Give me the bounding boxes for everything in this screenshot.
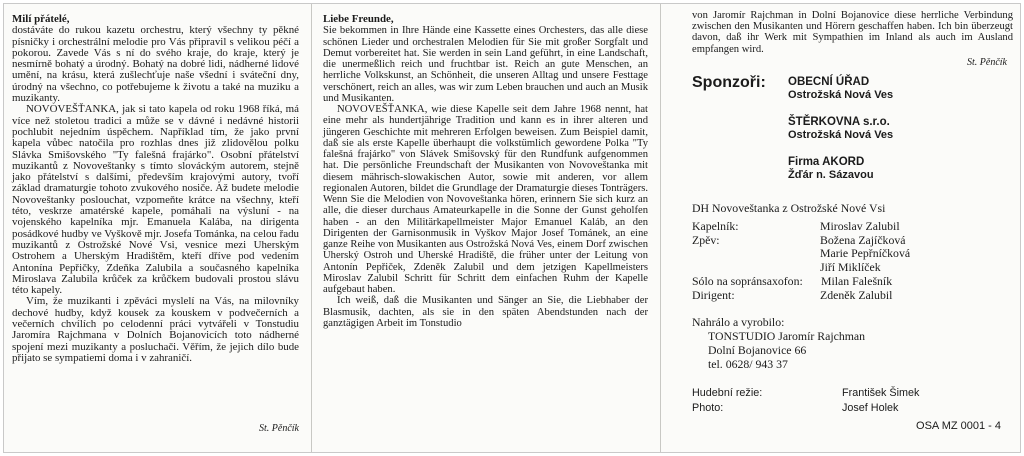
- sponsor-place: Ostrožská Nová Ves: [788, 128, 894, 141]
- credit-row: [692, 220, 1013, 234]
- credit-row: [692, 234, 1013, 248]
- photo-label: Photo:: [692, 401, 724, 414]
- sponsor-item: [788, 116, 893, 142]
- fold-line: [311, 4, 312, 452]
- credit-label: Dirigent:: [692, 288, 735, 303]
- german-heading: Liebe Freunde,: [323, 13, 394, 25]
- recording-info: [692, 316, 1013, 372]
- cassette-insert: [3, 3, 1021, 453]
- music-director: František Šimek: [842, 386, 920, 399]
- studio-address: Dolní Bojanovice 66: [708, 342, 807, 357]
- credit-label: Zpěv:: [692, 232, 720, 247]
- sponsor-place: Ostrožská Nová Ves: [788, 88, 894, 101]
- panel-german: [315, 4, 656, 453]
- credit-value: Marie Pepřníčková: [820, 246, 911, 261]
- czech-heading: Milí přátelé,: [12, 13, 70, 25]
- panel-czech: [4, 4, 307, 453]
- czech-paragraph: dostáváte do rukou kazetu orchestru, který všechny ty pěkné písničky i orchestrální melodie pro Vás připravil s velikou péčí a pokorou. Zavede Vás s ní do svého kraje, do kraje, který je nesmírně bohatý a úrodný. Bohatý na dobré lidi, nádherné lidové umění, na krásu, která zušlechťuje naše všední i sváteční dny, úrodný na všechno, co potřebujeme k životu a také na muziku a muzikanty.: [12, 24, 299, 105]
- german-paragraph: Sie bekommen in Ihre Hände eine Kassette eines Orchesters, das alle diese schönen Lieder und orchestralen Melodien für Sie mit großer Sorgfalt und Demut vorbereitet hat. Sie werden in sein Land geführt, in eine Landschaft, die unermeßlich reich und fruchtbar ist. Reich an gute Menschen, an herrliche Volkskunst, an Schönheit, die unseren Alltag und unsere Festtage verschönert, reich an alles, was wir zum Leben brauchen und auch an Musik und Musikanten.: [323, 25, 648, 104]
- german-continuation: von Jaromír Rajchman in Dolní Bojanovice diese herrliche Verbindung zwischen den Musikanten und Hörern geschaffen haben. Ich bin überzeugt davon, daß ihr Werk mit Sympathien im Inland als auch im Ausland empfangen wird.: [692, 10, 1013, 55]
- credit-row: [692, 261, 1013, 275]
- credit-row: [692, 247, 1013, 261]
- german-paragraph: NOVOVEŠŤANKA, wie diese Kapelle seit dem Jahre 1968 nennt, hat eine mehr als hundertjährige Tradition und kann es in ihrer alteren und jüngeren Geschichte mit mehreren Erfolgen beweisen. Zum Beispiel damit, daß sie als erste Kapelle überhaupt die volkstümlich gewordene Polka "Ty falešná frajárko" von Slávek Smišovský für den Rundfunk aufgenommen hat. Die persönliche Freundschaft der Musikanten von Novoveštanka mit diesem mährisch-slowakischen Autor, sowie mit anderen, vor allem regionalen Autoren, bildet die Grundlage der Dramaturgie dieses Tonträgers. Wenn Sie die Melodien von Novoveštanka hören, erinnern Sie sich kurz an alle, die dieser durchaus Amateurkapelle in die Sonne der Gunst geholfen haben - an den Militärkapellmeister Major Emanuel Kaláb, an den Dirigenten der Garnisonmusik in Vyškov Major Josef Tománek, an eine ganze Reihe von Musikanten aus Ostrožská Nová Ves, einem Dorf zwischen Uherský Ostroh und Uherské Hradiště, die früher unter der Leitung von Antonín Pepřiček, Zdeněk Zalubil und dem jetzigen Kapellmeisters Miroslav Zalubil Schritt für Schritt dem einfachen Ruhm der Kapelle aufgebaut haben.: [323, 104, 648, 296]
- credit-value: Jiří Miklíček: [820, 260, 881, 275]
- sponsor-item: [788, 156, 874, 182]
- music-director-label: Hudební režie:: [692, 386, 763, 399]
- credit-value: Miroslav Zalubil: [820, 218, 900, 233]
- sponsor-name: OBECNÍ ÚŘAD: [788, 75, 870, 88]
- recorded-label: Nahrálo a vyrobilo:: [692, 315, 785, 330]
- credit-label: Sólo na sopránsaxofon:: [692, 274, 803, 289]
- studio-name: TONSTUDIO Jaromír Rajchman: [708, 328, 866, 343]
- credit-value: Božena Zajíčková: [820, 232, 906, 247]
- czech-paragraph: NOVOVEŠŤANKA, jak si tato kapela od roku 1968 říká, má více než stoletou tradici a může se v dávné i nedávné historii pochlubit nejedním úspěchem. Například tím, že jako první kapela vůbec natočila pro rozhlas dnes již zlidovělou polku Slávka Smišovského "Ty falešná frajárko". Osobní přátelství muzikantů z Novoveštanky s tímto slováckým autorem, stejně jako přátelství s dalšími, především krajovými autory, tvoří základ dramaturgie tohoto zvukového nosiče. Až budete melodie Novoveštanky poslouchat, vzpomeňte krátce na všechny, kteří této, veskrze amatérské kapele, pomáhali na výsluní - na vojenského kapelníka mjr. Emanuela Kalába, na dirigenta posádkové hudby ve Vyškově mjr. Josefa Tománka, na celou řadu muzikantů z Ostrožské Nové Vsi, vesnice mezi Uherským Ostrohem a Uherským Hradištěm, kteří dříve pod vedením Antonína Pepřičky, Zdeňka Zalubila a současného kapelníka Miroslava Zalubila krůček za krůčkem budovali prostou slávu této kapely.: [12, 103, 299, 297]
- credit-row: [692, 289, 1013, 303]
- fold-line: [660, 4, 661, 452]
- sponsors-label: Sponzoři:: [692, 73, 766, 91]
- credit-value: Milan Falešník: [821, 274, 893, 289]
- panel-credits: [665, 4, 1021, 453]
- credit-label: Kapelník:: [692, 218, 739, 233]
- czech-paragraph: Vím, že muzikanti i zpěváci myslelí na Vás, na milovníky dechové hudby, když kousek za kouskem v podvečerních a večerních chvílích po celodenní práci vytvářeli v Tonstudiu Jaromíra Rajchmana v Dolních Bojanovicích toto nádherné spojení mezi muzikanty a posluchači. Věřím, že jejich dílo bude přijato se sympatiemi doma i v zahraničí.: [12, 295, 299, 364]
- sponsors-block: [692, 72, 1013, 200]
- sponsor-name: ŠTĚRKOVNA s.r.o.: [788, 115, 890, 128]
- band-credits: [692, 202, 1013, 303]
- photographer: Josef Holek: [842, 401, 899, 414]
- credit-row: [692, 275, 1013, 289]
- czech-signature: St. Pěnčík: [259, 423, 299, 434]
- credit-value: Zdeněk Zalubil: [820, 288, 893, 303]
- sponsor-place: Žďár n. Sázavou: [788, 168, 874, 181]
- german-paragraph: Ich weiß, daß die Musikanten und Sänger an Sie, die Liebhaber der Blasmusik, dachten, als sie in den späten Abendstunden nach der ganztägigen Arbeit im Tonstudio: [323, 295, 648, 329]
- catalog-number: OSA MZ 0001 - 4: [916, 419, 1001, 432]
- sponsor-item: [788, 76, 893, 102]
- sponsor-name: Firma AKORD: [788, 155, 865, 168]
- production-info: [692, 387, 1013, 447]
- band-name: DH Novoveštanka z Ostrožské Nové Vsi: [692, 200, 886, 215]
- german-signature: St. Pěnčík: [967, 56, 1007, 68]
- studio-phone: tel. 0628/ 943 37: [708, 356, 788, 371]
